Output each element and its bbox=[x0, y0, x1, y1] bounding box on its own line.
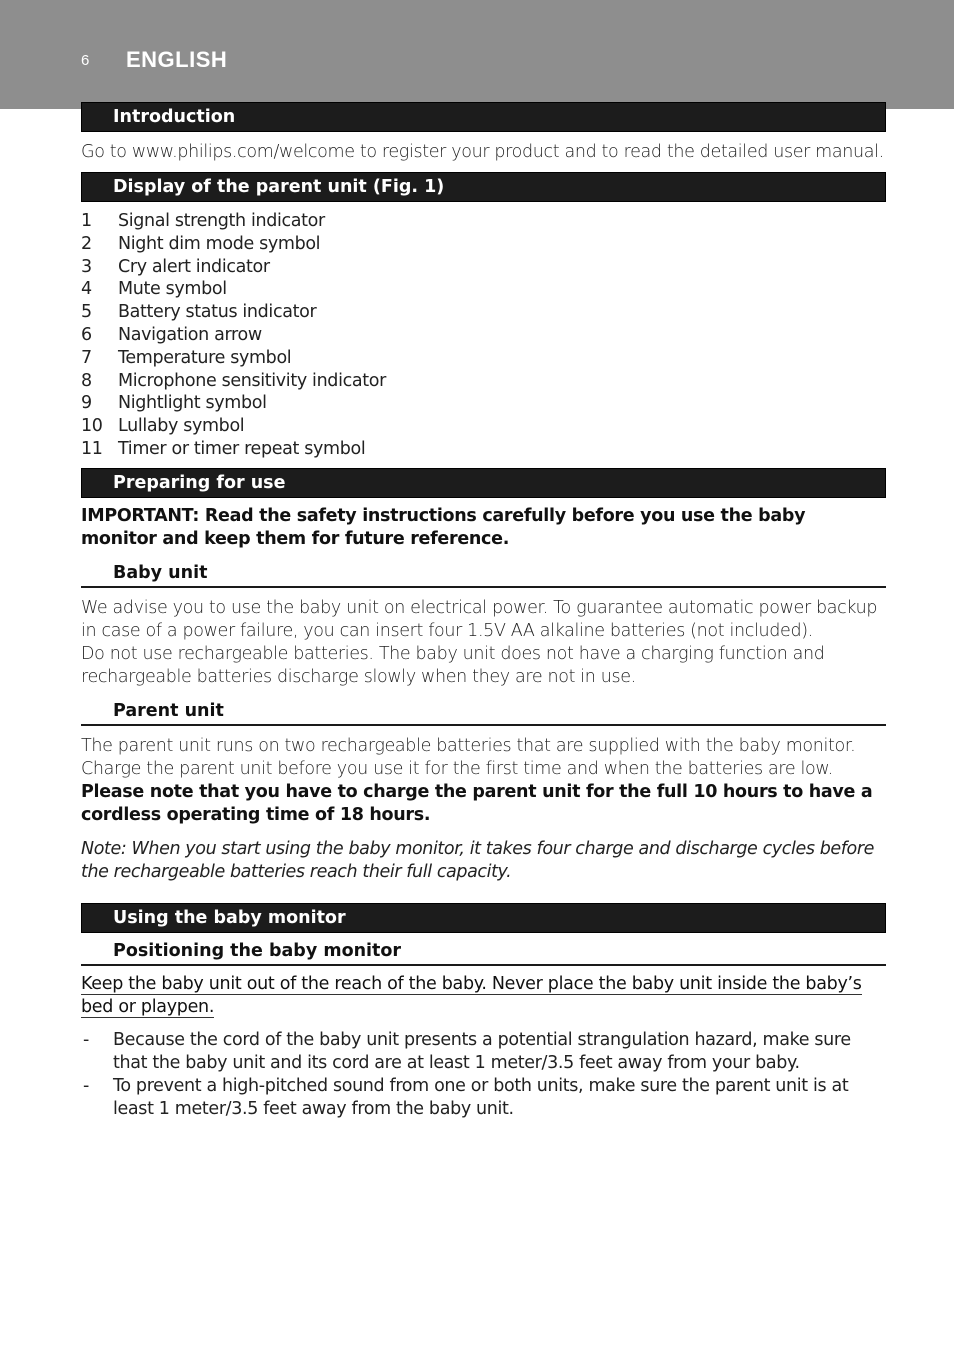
display-item-number: 9 bbox=[81, 393, 92, 414]
display-item-label: Mute symbol bbox=[118, 279, 227, 300]
display-item-number: 1 bbox=[81, 211, 92, 231]
display-item-label: Temperature symbol bbox=[118, 347, 292, 368]
page-number: 6 bbox=[81, 52, 90, 69]
display-item-label: Lullaby symbol bbox=[118, 416, 245, 437]
display-item-number: 6 bbox=[81, 324, 92, 345]
bullet-dash: - bbox=[83, 1075, 89, 1096]
display-item-number: 11 bbox=[81, 438, 103, 459]
language-label: ENGLISH bbox=[126, 47, 228, 72]
safety-bullet-item bbox=[81, 1029, 886, 1075]
baby-unit-paragraph-2: Do not use rechargeable batteries. The baby unit does not have a charging function and rechargeable batteries discharge slowly when they are not in use. bbox=[81, 643, 825, 687]
display-list bbox=[81, 210, 886, 461]
subheading-positioning: Positioning the baby monitor bbox=[81, 940, 886, 966]
display-list-item bbox=[81, 301, 886, 324]
bullet-text: Because the cord of the baby unit presents a potential strangulation hazard, make sure that the baby unit and its cord are at least 1 meter/3.5 feet away from your baby. bbox=[113, 1029, 851, 1073]
bullet-dash: - bbox=[83, 1029, 89, 1050]
display-list-item bbox=[81, 370, 886, 393]
display-list-item bbox=[81, 210, 886, 233]
charge-notice: Please note that you have to charge the parent unit for the full 10 hours to have a cordless operating time of 18 hours. bbox=[81, 781, 873, 825]
display-list-item bbox=[81, 438, 886, 461]
important-notice: IMPORTANT: Read the safety instructions carefully before you use the baby monitor and keep them for future reference. bbox=[81, 505, 806, 549]
parent-unit-paragraph: The parent unit runs on two rechargeable batteries that are supplied with the baby monitor. Charge the parent unit before you use it for the first time and when the batteries are low. bbox=[81, 735, 856, 779]
display-item-label: Night dim mode symbol bbox=[118, 233, 321, 254]
display-item-label: Timer or timer repeat symbol bbox=[118, 438, 366, 459]
display-item-label: Navigation arrow bbox=[118, 324, 262, 345]
page-content bbox=[81, 102, 886, 1121]
header-bar bbox=[0, 0, 954, 109]
display-item-label: Signal strength indicator bbox=[118, 211, 325, 231]
display-item-number: 7 bbox=[81, 347, 92, 368]
section-title-introduction: Introduction bbox=[81, 102, 886, 132]
display-item-number: 5 bbox=[81, 302, 92, 323]
placement-warning-text: Keep the baby unit out of the reach of the baby. Never place the baby unit inside the baby’s bed or playpen. bbox=[81, 973, 862, 1017]
display-item-label: Battery status indicator bbox=[118, 302, 317, 323]
display-list-item bbox=[81, 278, 886, 301]
section-title-preparing: Preparing for use bbox=[81, 468, 886, 498]
baby-unit-paragraph-1: We advise you to use the baby unit on electrical power. To guarantee automatic power backup in case of a power failure, you can insert four 1.5V AA alkaline batteries (not included). bbox=[81, 597, 878, 641]
subheading-baby-unit: Baby unit bbox=[81, 562, 886, 588]
display-list-item bbox=[81, 415, 886, 438]
battery-note: Note: When you start using the baby monitor, it takes four charge and discharge cycles before the rechargeable batteries reach their full capacity. bbox=[81, 838, 874, 882]
display-item-label: Cry alert indicator bbox=[118, 256, 270, 277]
display-item-number: 8 bbox=[81, 370, 92, 391]
display-item-number: 4 bbox=[81, 279, 92, 300]
safety-bullet-item bbox=[81, 1075, 886, 1121]
display-item-label: Microphone sensitivity indicator bbox=[118, 370, 386, 391]
section-title-display: Display of the parent unit (Fig. 1) bbox=[81, 172, 886, 202]
display-list-item bbox=[81, 324, 886, 347]
intro-text: Go to www.philips.com/welcome to register your product and to read the detailed user manual. bbox=[81, 142, 884, 162]
display-item-label: Nightlight symbol bbox=[118, 393, 267, 414]
bullet-text: To prevent a high-pitched sound from one or both units, make sure the parent unit is at least 1 meter/3.5 feet away from the baby unit. bbox=[113, 1075, 849, 1119]
display-item-number: 3 bbox=[81, 256, 92, 277]
display-list-item bbox=[81, 233, 886, 256]
display-item-number: 10 bbox=[81, 416, 103, 437]
display-list-item bbox=[81, 256, 886, 279]
display-list-item bbox=[81, 347, 886, 370]
display-list-item bbox=[81, 392, 886, 415]
safety-bullets bbox=[81, 1029, 886, 1121]
section-title-using: Using the baby monitor bbox=[81, 903, 886, 933]
subheading-parent-unit: Parent unit bbox=[81, 700, 886, 726]
display-item-number: 2 bbox=[81, 233, 92, 254]
placement-warning bbox=[81, 973, 886, 1019]
